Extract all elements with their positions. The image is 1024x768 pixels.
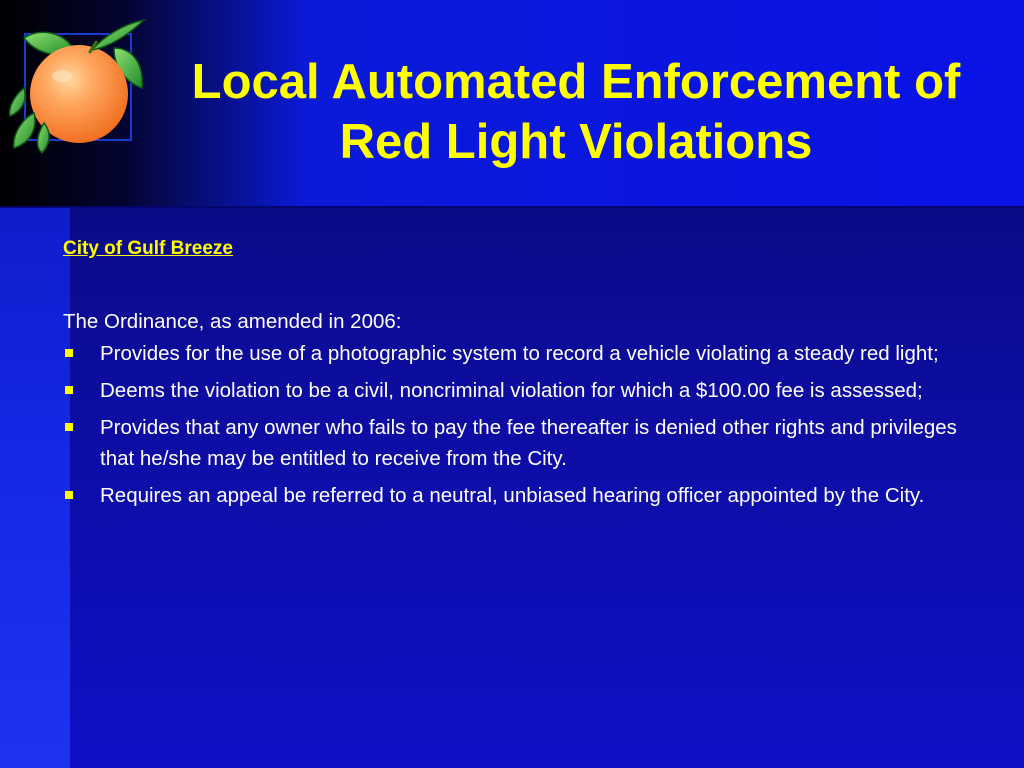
square-bullet-icon (65, 386, 73, 394)
square-bullet-icon (65, 349, 73, 357)
bullet-text: Requires an appeal be referred to a neutral, unbiased hearing officer appointed by the City. (100, 484, 925, 507)
square-bullet-icon (65, 423, 73, 431)
title-band (0, 0, 1024, 208)
bullet-item (63, 375, 983, 406)
bullet-item (63, 480, 983, 511)
bullet-text: Provides for the use of a photographic system to record a vehicle violating a steady red light; (100, 342, 939, 365)
intro-text: The Ordinance, as amended in 2006: (63, 310, 402, 333)
section-heading: City of Gulf Breeze (63, 238, 233, 259)
square-bullet-icon (65, 491, 73, 499)
bullet-item (63, 338, 983, 369)
orange-with-leaves-icon (4, 18, 154, 156)
slide-title: Local Automated Enforcement of Red Light Violations (191, 55, 961, 169)
bullet-text: Provides that any owner who fails to pay the fee thereafter is denied other rights and privileges that he/she may be entitled to receive from the City. (100, 416, 957, 470)
bullet-text: Deems the violation to be a civil, noncriminal violation for which a $100.00 fee is assessed; (100, 379, 923, 402)
bullet-list (63, 338, 983, 511)
slide-content (63, 233, 983, 511)
bullet-item (63, 412, 983, 474)
